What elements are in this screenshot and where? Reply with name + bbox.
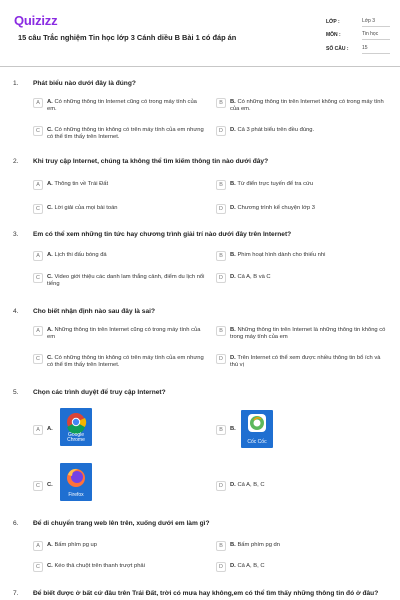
meta-row-count bbox=[326, 40, 390, 54]
chrome-label: Google Chrome bbox=[67, 431, 85, 444]
question-text: Em có thể xem những tin tức hay chương trình giải trí nào dưới đây trên Internet? bbox=[33, 231, 292, 238]
option-b[interactable] bbox=[216, 425, 236, 435]
firefox-icon[interactable] bbox=[60, 463, 92, 501]
option-a[interactable] bbox=[33, 180, 207, 190]
option-text: D. Cả A, B, C bbox=[230, 482, 265, 488]
option-label: A. bbox=[47, 426, 53, 432]
option-c[interactable] bbox=[33, 204, 207, 214]
option-box[interactable]: D bbox=[216, 354, 226, 364]
option-text: A. Những thông tin trên Internet cũng có trong máy tính của em bbox=[47, 327, 201, 341]
option-box[interactable]: B bbox=[216, 180, 226, 190]
option-box[interactable]: D bbox=[216, 562, 226, 572]
option-text: C. Lời giải của mọi bài toán bbox=[47, 205, 118, 211]
question-text: Để di chuyển trang web lên trên, xuống dưới em làm gì? bbox=[33, 520, 210, 527]
option-d[interactable] bbox=[216, 126, 390, 136]
option-box[interactable]: B bbox=[216, 541, 226, 551]
question-number: 6. bbox=[13, 520, 19, 527]
meta-value: 15 bbox=[362, 45, 390, 54]
option-text: B. Những thông tin trên Internet là những thông tin không có trong máy tính của em bbox=[230, 327, 386, 341]
option-text: D. Cả A, B, C bbox=[230, 563, 265, 569]
option-d[interactable] bbox=[216, 481, 390, 491]
option-box[interactable]: C bbox=[33, 273, 43, 283]
option-text: B. Bấm phím pg dn bbox=[230, 542, 280, 548]
worksheet-meta bbox=[326, 13, 390, 54]
option-c[interactable] bbox=[33, 126, 207, 141]
option-b[interactable] bbox=[216, 98, 390, 113]
option-box[interactable]: C bbox=[33, 126, 43, 136]
option-box[interactable]: D bbox=[216, 481, 226, 491]
question-text: Khi truy cập Internet, chúng ta không thể tìm kiếm thông tin nào dưới đây? bbox=[33, 158, 269, 165]
meta-row-subject bbox=[326, 27, 390, 41]
question-text: Cho biết nhận định nào sau đây là sai? bbox=[33, 308, 156, 315]
option-d[interactable] bbox=[216, 562, 390, 572]
option-b[interactable] bbox=[216, 541, 390, 551]
chrome-icon[interactable] bbox=[60, 408, 92, 446]
question-text: Phát biểu nào dưới đây là đúng? bbox=[33, 80, 136, 87]
firefox-label: Firefox bbox=[68, 492, 84, 499]
meta-value: Lớp 3 bbox=[362, 18, 390, 27]
meta-row-class bbox=[326, 13, 390, 27]
option-text: D. Chương trình kể chuyện lớp 3 bbox=[230, 205, 315, 211]
option-box[interactable]: A bbox=[33, 98, 43, 108]
option-text: A. Thông tin về Trái Đất bbox=[47, 181, 109, 187]
option-c[interactable] bbox=[33, 354, 207, 369]
option-d[interactable] bbox=[216, 273, 390, 283]
option-text: B. Có những thông tin trên Internet không có trong máy tính của em. bbox=[230, 99, 384, 113]
option-box[interactable]: D bbox=[216, 126, 226, 136]
option-text: C. Có những thông tin không có trên máy tính của em nhưng có thể tìm thấy trên Internet. bbox=[47, 127, 204, 141]
header-divider bbox=[0, 66, 400, 67]
coccoc-label: Cốc Cốc bbox=[247, 439, 267, 446]
meta-key: MÔN : bbox=[326, 32, 341, 38]
option-text: C. Kéo thả chuột trên thanh trượt phải bbox=[47, 563, 145, 569]
option-text: A. Bấm phím pg up bbox=[47, 542, 97, 548]
worksheet-title: 15 câu Trắc nghiệm Tin học lớp 3 Cánh diều B Bài 1 có đáp án bbox=[18, 33, 237, 42]
option-a[interactable] bbox=[33, 541, 207, 551]
option-box[interactable]: B bbox=[216, 425, 226, 435]
option-box[interactable]: D bbox=[216, 204, 226, 214]
option-c[interactable] bbox=[33, 562, 207, 572]
option-box[interactable]: C bbox=[33, 562, 43, 572]
meta-key: LỚP : bbox=[326, 18, 340, 25]
meta-key: SỐ CÂU : bbox=[326, 45, 349, 52]
option-c[interactable] bbox=[33, 273, 207, 288]
option-text: D. Cả A, B và C bbox=[230, 274, 271, 280]
option-a[interactable] bbox=[33, 251, 207, 261]
question-text: Để biết được ở bất cứ đâu trên Trái Đất, trời có mưa hay không,em có thể tìm thấy những thông tin đó ở đâu? bbox=[33, 590, 379, 597]
option-a[interactable] bbox=[33, 98, 207, 113]
option-d[interactable] bbox=[216, 354, 390, 369]
option-text: B. Phim hoạt hình dành cho thiếu nhi bbox=[230, 252, 326, 258]
option-text: A. Lịch thi đấu bóng đá bbox=[47, 252, 107, 258]
option-box[interactable]: B bbox=[216, 98, 226, 108]
option-text: D. Cả 3 phát biểu trên đều đúng. bbox=[230, 127, 315, 133]
option-box[interactable]: A bbox=[33, 180, 43, 190]
option-text: B. Từ điển trực tuyến để tra cứu bbox=[230, 181, 314, 187]
option-c[interactable] bbox=[33, 481, 53, 491]
quizizz-logo: Quizizz bbox=[14, 13, 58, 28]
option-text: D. Trên Internet có thể xem được nhiều thông tin bổ ích và thú vị bbox=[230, 355, 381, 369]
option-b[interactable] bbox=[216, 251, 390, 261]
question-number: 5. bbox=[13, 389, 19, 396]
meta-value: Tin học bbox=[362, 31, 390, 40]
option-a[interactable] bbox=[33, 326, 207, 341]
option-box[interactable]: B bbox=[216, 251, 226, 261]
question-number: 2. bbox=[13, 158, 19, 165]
option-box[interactable]: C bbox=[33, 354, 43, 364]
coccoc-icon[interactable] bbox=[241, 410, 273, 448]
question-number: 1. bbox=[13, 80, 19, 87]
option-box[interactable]: C bbox=[33, 481, 43, 491]
question-number: 4. bbox=[13, 308, 19, 315]
option-a[interactable] bbox=[33, 425, 53, 435]
option-box[interactable]: A bbox=[33, 425, 43, 435]
option-d[interactable] bbox=[216, 204, 390, 214]
option-b[interactable] bbox=[216, 326, 390, 341]
question-number: 7. bbox=[13, 590, 19, 597]
option-text: A. Có những thông tin Internet cũng có trong máy tính của em. bbox=[47, 99, 197, 113]
question-number: 3. bbox=[13, 231, 19, 238]
option-box[interactable]: A bbox=[33, 326, 43, 336]
option-box[interactable]: B bbox=[216, 326, 226, 336]
question-text: Chọn các trình duyệt để truy cập Internet? bbox=[33, 389, 166, 396]
option-label: B. bbox=[230, 426, 236, 432]
option-label: C. bbox=[47, 482, 53, 488]
option-box[interactable]: D bbox=[216, 273, 226, 283]
option-box[interactable]: A bbox=[33, 541, 43, 551]
option-text: C. Video giới thiệu các danh lam thắng cảnh, điểm du lịch nổi tiếng bbox=[47, 274, 205, 288]
option-b[interactable] bbox=[216, 180, 390, 190]
option-text: C. Có những thông tin không có trên máy tính của em nhưng có thể tìm thấy trên Internet. bbox=[47, 355, 204, 369]
option-box[interactable]: C bbox=[33, 204, 43, 214]
option-box[interactable]: A bbox=[33, 251, 43, 261]
